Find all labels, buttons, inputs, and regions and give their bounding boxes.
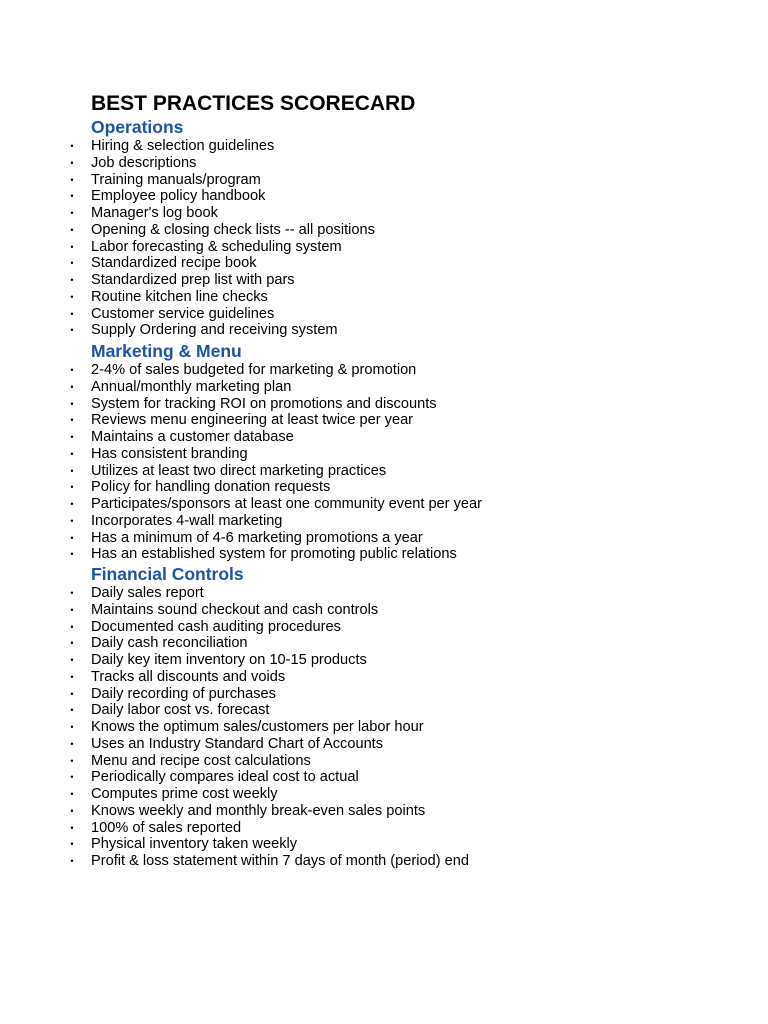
list-item — [0, 205, 768, 222]
bullet-icon: • — [70, 174, 74, 185]
bullet-icon: • — [70, 722, 74, 733]
bullet-icon: • — [70, 532, 74, 543]
list-item — [0, 463, 768, 480]
bullet-icon: • — [70, 432, 74, 443]
document-title: BEST PRACTICES SCORECARD — [91, 92, 416, 115]
bullet-icon: • — [70, 688, 74, 699]
bullet-icon: • — [70, 655, 74, 666]
list-item-text: Has consistent branding — [91, 445, 248, 462]
list-item-text: Daily sales report — [91, 585, 204, 601]
list-item — [0, 239, 768, 256]
list-item — [0, 306, 768, 323]
list-item — [0, 736, 768, 753]
bullet-icon: • — [70, 499, 74, 510]
list-item-text: Annual/monthly marketing plan — [91, 378, 292, 395]
list-item — [0, 719, 768, 736]
list-item-text: Labor forecasting & scheduling system — [91, 238, 342, 255]
list-item-text: Knows the optimum sales/customers per labor hour — [91, 719, 424, 736]
section-operations — [0, 116, 768, 339]
list-item — [0, 429, 768, 446]
bullet-icon: • — [70, 465, 74, 476]
bullet-icon: • — [70, 325, 74, 336]
bullet-icon: • — [70, 621, 74, 632]
list-item — [0, 479, 768, 496]
bullet-icon: • — [70, 604, 74, 615]
bullet-icon: • — [70, 398, 74, 409]
list-item — [0, 853, 768, 870]
bullet-icon: • — [70, 588, 74, 598]
bullet-icon: • — [70, 308, 74, 319]
list-item — [0, 769, 768, 786]
list-item-text: Tracks all discounts and voids — [91, 668, 286, 685]
list-item-text: Documented cash auditing procedures — [91, 618, 341, 635]
bullet-icon: • — [70, 671, 74, 682]
bullet-icon: • — [70, 191, 74, 202]
list-item-text: Participates/sponsors at least one community event per year — [91, 496, 482, 513]
bullet-icon: • — [70, 789, 74, 800]
list-item-text: Periodically compares ideal cost to actual — [91, 769, 359, 786]
list-item — [0, 272, 768, 289]
bullet-icon: • — [70, 448, 74, 459]
list-item-text: Incorporates 4-wall marketing — [91, 512, 283, 529]
bullet-icon: • — [70, 291, 74, 302]
list-item — [0, 753, 768, 770]
list-item — [0, 362, 768, 379]
bullet-icon: • — [70, 638, 74, 649]
list-item-text: 100% of sales reported — [91, 819, 242, 836]
list-item — [0, 513, 768, 530]
bullet-icon: • — [70, 822, 74, 833]
list-item — [0, 155, 768, 172]
bullet-icon: • — [70, 381, 74, 392]
list-item — [0, 702, 768, 719]
list-item — [0, 138, 768, 155]
list-item-text: Reviews menu engineering at least twice per year — [91, 412, 414, 429]
bullet-icon: • — [70, 241, 74, 252]
list-item — [0, 836, 768, 853]
list-item-text: Training manuals/program — [91, 171, 261, 188]
bullet-icon: • — [70, 549, 74, 560]
list-item-text: Has a minimum of 4-6 marketing promotions a year — [91, 529, 423, 546]
list-item — [0, 530, 768, 547]
list-item-text: Daily labor cost vs. forecast — [91, 702, 270, 719]
marketing-menu-list — [0, 362, 768, 563]
list-item-text: Standardized recipe book — [91, 255, 257, 272]
list-item-text: Routine kitchen line checks — [91, 288, 268, 305]
list-item — [0, 635, 768, 652]
section-heading-operations: Operations — [91, 117, 184, 137]
list-item — [0, 652, 768, 669]
financial-controls-list — [0, 585, 768, 870]
list-item — [0, 255, 768, 272]
list-item-text: Uses an Industry Standard Chart of Accounts — [91, 735, 384, 752]
bullet-icon: • — [70, 365, 74, 375]
operations-list — [0, 138, 768, 339]
list-item-text: Menu and recipe cost calculations — [91, 752, 311, 769]
list-item — [0, 188, 768, 205]
list-item-text: Computes prime cost weekly — [91, 786, 278, 803]
list-item — [0, 412, 768, 429]
bullet-icon: • — [70, 224, 74, 235]
bullet-icon: • — [70, 755, 74, 766]
list-item-text: System for tracking ROI on promotions and discounts — [91, 395, 437, 412]
list-item — [0, 546, 768, 563]
bullet-icon: • — [70, 258, 74, 269]
list-item-text: Supply Ordering and receiving system — [91, 322, 338, 339]
list-item — [0, 619, 768, 636]
list-item-text: Maintains sound checkout and cash controls — [91, 601, 379, 618]
bullet-icon: • — [70, 515, 74, 526]
section-financial-controls — [0, 563, 768, 870]
section-heading-marketing-menu: Marketing & Menu — [91, 341, 242, 361]
list-item-text: Daily cash reconciliation — [91, 635, 248, 652]
list-item-text: Maintains a customer database — [91, 429, 294, 446]
bullet-icon: • — [70, 856, 74, 867]
list-item-text: Opening & closing check lists -- all positions — [91, 221, 375, 238]
bullet-icon: • — [70, 275, 74, 286]
list-item — [0, 585, 768, 602]
list-item-text: Daily key item inventory on 10-15 products — [91, 652, 367, 669]
list-item-text: Job descriptions — [91, 154, 197, 171]
list-item — [0, 686, 768, 703]
bullet-icon: • — [70, 839, 74, 850]
list-item — [0, 803, 768, 820]
bullet-icon: • — [70, 157, 74, 168]
list-item-text: Profit & loss statement within 7 days of month (period) end — [91, 853, 469, 870]
bullet-icon: • — [70, 705, 74, 716]
list-item — [0, 322, 768, 339]
section-marketing-menu — [0, 340, 768, 563]
list-item — [0, 446, 768, 463]
list-item-text: Knows weekly and monthly break-even sales points — [91, 802, 426, 819]
list-item-text: Standardized prep list with pars — [91, 272, 295, 289]
list-item-text: Policy for handling donation requests — [91, 479, 331, 496]
list-item-text: Employee policy handbook — [91, 188, 266, 205]
bullet-icon: • — [70, 738, 74, 749]
list-item-text: Physical inventory taken weekly — [91, 836, 298, 853]
list-item — [0, 222, 768, 239]
bullet-icon: • — [70, 415, 74, 426]
list-item — [0, 289, 768, 306]
list-item-text: Customer service guidelines — [91, 305, 275, 322]
list-item-text: 2-4% of sales budgeted for marketing & promotion — [91, 362, 417, 378]
list-item — [0, 820, 768, 837]
list-item — [0, 602, 768, 619]
list-item-text: Hiring & selection guidelines — [91, 138, 275, 154]
list-item — [0, 786, 768, 803]
list-item — [0, 396, 768, 413]
list-item — [0, 172, 768, 189]
list-item-text: Daily recording of purchases — [91, 685, 276, 702]
bullet-icon: • — [70, 805, 74, 816]
bullet-icon: • — [70, 482, 74, 493]
list-item — [0, 379, 768, 396]
list-item — [0, 496, 768, 513]
list-item-text: Manager's log book — [91, 205, 218, 222]
list-item-text: Has an established system for promoting public relations — [91, 546, 457, 563]
bullet-icon: • — [70, 772, 74, 783]
section-heading-financial-controls: Financial Controls — [91, 564, 244, 584]
list-item — [0, 669, 768, 686]
bullet-icon: • — [70, 208, 74, 219]
list-item-text: Utilizes at least two direct marketing practices — [91, 462, 387, 479]
bullet-icon: • — [70, 141, 74, 151]
